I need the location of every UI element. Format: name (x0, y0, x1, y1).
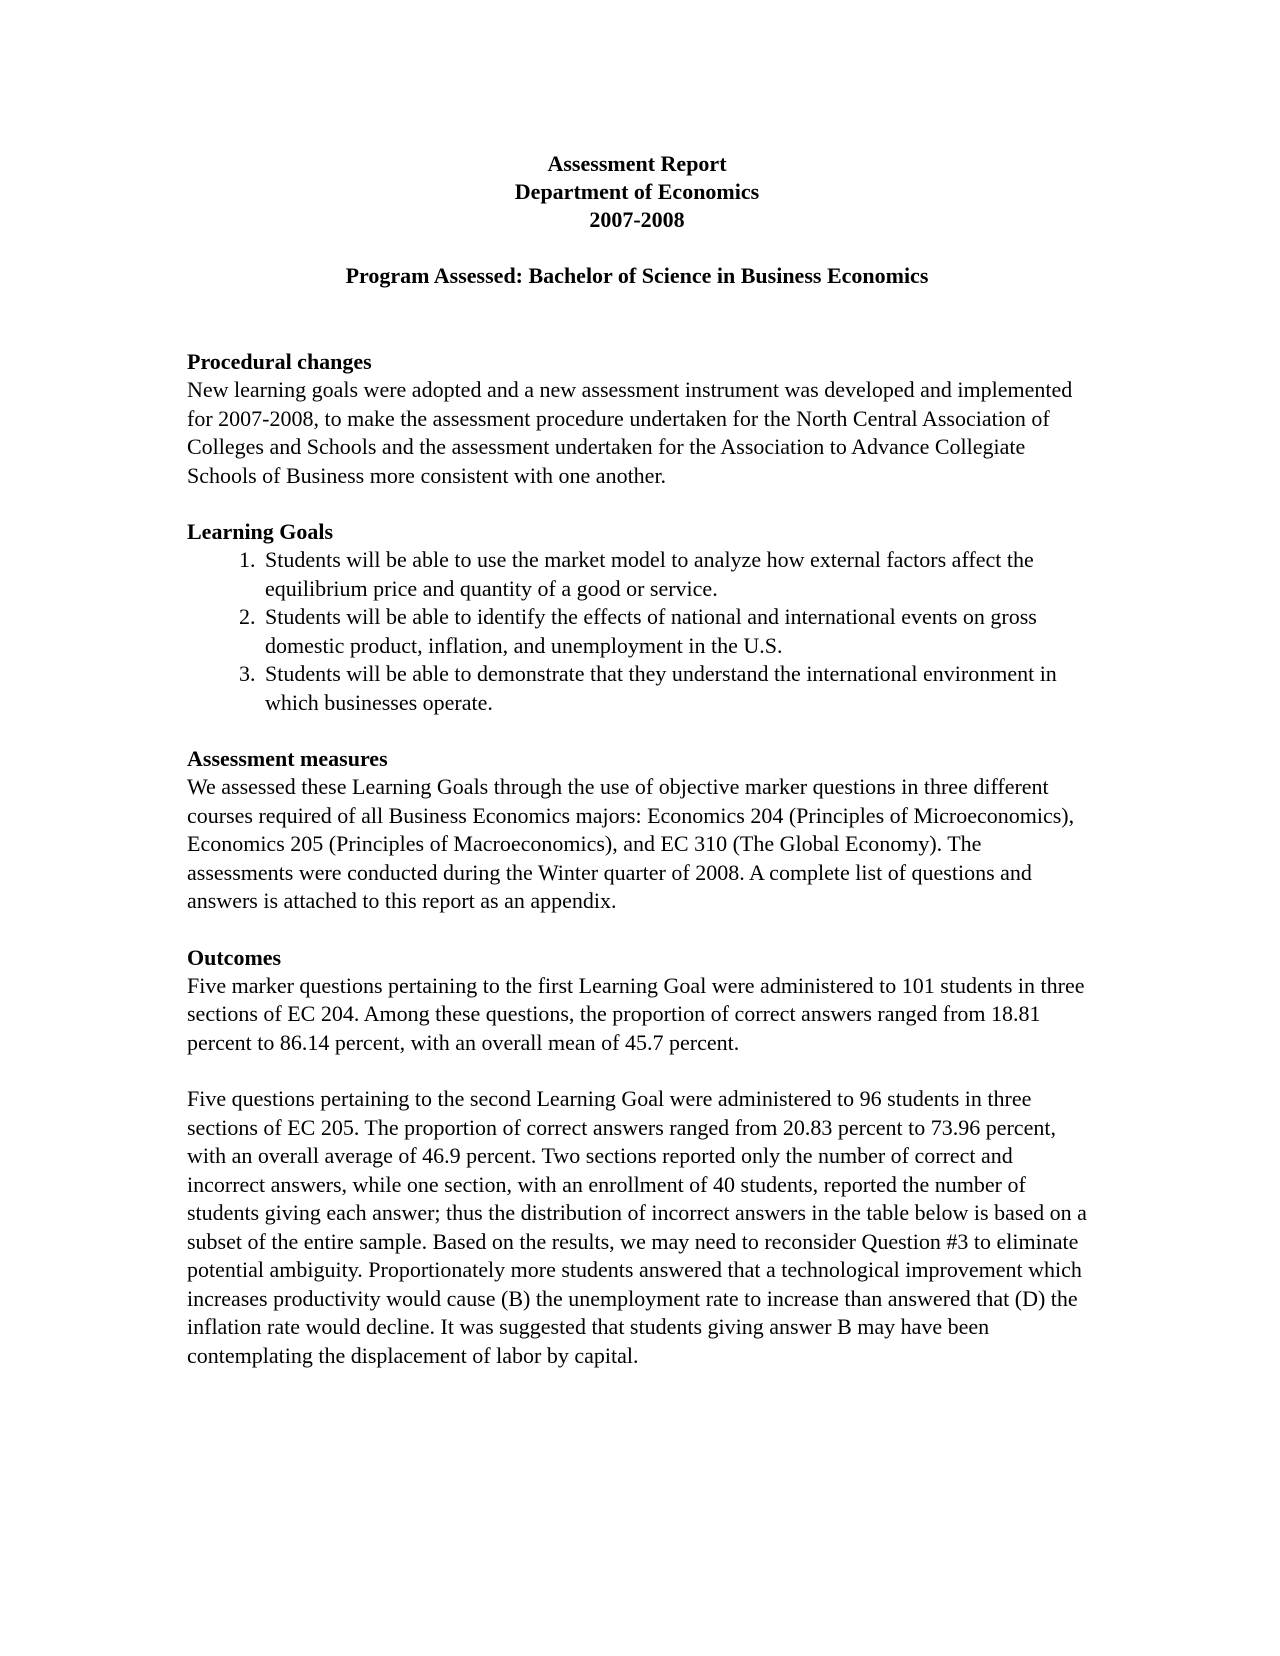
spacer (187, 717, 1087, 745)
department-name: Department of Economics (514, 179, 760, 204)
procedural-changes-heading: Procedural changes (187, 349, 372, 374)
learning-goal-item: 3. Students will be able to demonstrate that they understand the international environment in which businesses operate. (261, 660, 1087, 717)
report-title: Assessment Report (547, 151, 727, 176)
outcomes-paragraph-1: Five marker questions pertaining to the first Learning Goal were administered to 101 students in three sections of EC 204. Among these questions, the proportion of correct answers ranged from 18.81 percent to 86.14 percent, with an overall mean of 45.7 percent. (187, 972, 1085, 1055)
spacer (187, 490, 1087, 518)
assessment-measures-heading: Assessment measures (187, 746, 388, 771)
learning-goal-item: 1. Students will be able to use the market model to analyze how external factors affect the equilibrium price and quantity of a good or service. (261, 546, 1087, 603)
program-assessed: Program Assessed: Bachelor of Science in Business Economics (345, 263, 929, 288)
spacer (187, 290, 1087, 348)
outcomes-section (187, 944, 1087, 1371)
spacer (187, 1057, 1087, 1085)
report-year: 2007-2008 (589, 207, 685, 232)
assessment-measures-section (187, 745, 1087, 916)
procedural-changes-text: New learning goals were adopted and a new assessment instrument was developed and implemented for 2007-2008, to make the assessment procedure undertaken for the North Central Association of Colleges and Schools and the assessment undertaken for the Association to Advance Collegiate Schools of Business more consistent with one another. (187, 377, 1073, 488)
learning-goals-section (187, 518, 1087, 717)
outcomes-heading: Outcomes (187, 944, 282, 970)
learning-goal-item: 2. Students will be able to identify the effects of national and international events on gross domestic product, inflation, and unemployment in the U.S. (261, 603, 1087, 660)
document-page (187, 150, 1087, 1370)
learning-goals-list (187, 546, 1087, 717)
spacer (187, 916, 1087, 944)
learning-goals-heading: Learning Goals (187, 519, 334, 544)
procedural-changes-section (187, 348, 1087, 490)
report-title-block (187, 150, 1087, 234)
outcomes-paragraph-2: Five questions pertaining to the second Learning Goal were administered to 96 students in three sections of EC 205. The proportion of correct answers ranged from 20.83 percent to 73.96 percent, with an overall average of 46.9 percent. Two sections reported only the number of correct and incorrect answers, while one section, with an enrollment of 40 students, reported the number of students giving each answer; thus the distribution of incorrect answers in the table below is based on a subset of the entire sample. Based on the results, we may need to reconsider Question #3 to eliminate potential ambiguity. Proportionately more students answered that a technological improvement which increases productivity would cause (B) the unemployment rate to increase than answered that (D) the inflation rate would decline. It was suggested that students giving answer B may have been contemplating the displacement of labor by capital. (187, 1086, 1087, 1368)
assessment-measures-text: We assessed these Learning Goals through the use of objective marker questions in three different courses required of all Business Economics majors: Economics 204 (Principles of Microeconomics), Economics 205 (Principles of Macroeconomics), and EC 310 (The Global Economy). The assessments were conducted during the Winter quarter of 2008. A complete list of questions and answers is attached to this report as an appendix. (187, 774, 1075, 913)
